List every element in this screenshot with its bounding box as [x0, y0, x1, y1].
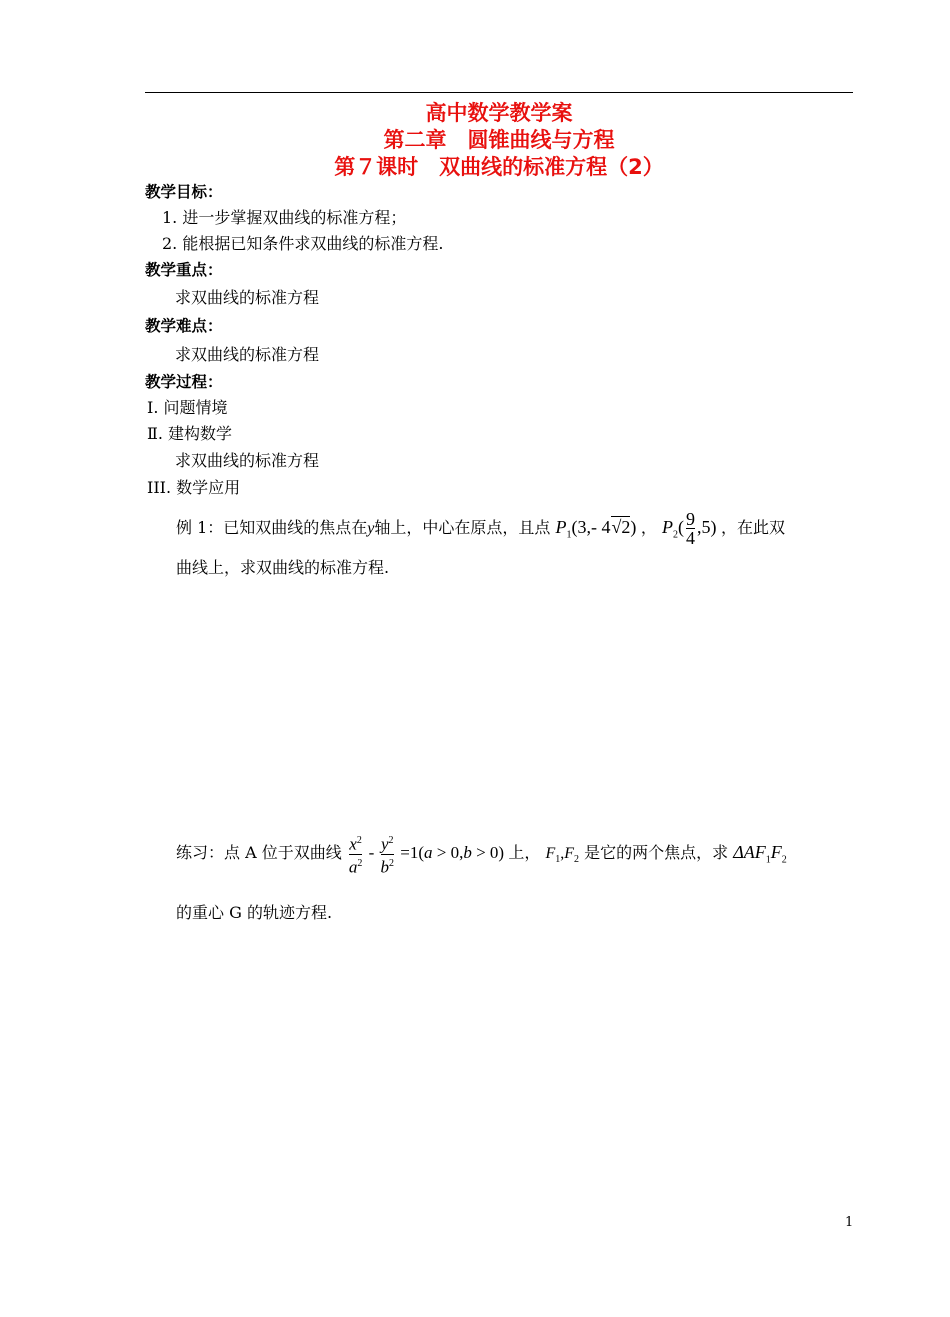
section-1-title: Ⅰ. 问题情境 — [147, 398, 228, 417]
eq-y: y — [380, 834, 389, 854]
section-2-title: Ⅱ. 建构数学 — [147, 424, 233, 443]
eq-x: x — [349, 834, 357, 854]
difficulty-heading: 教学难点： — [145, 317, 223, 335]
f1-letter: F — [545, 845, 556, 863]
cond-b: b — [463, 843, 472, 863]
p2-sub: 2 — [673, 529, 678, 541]
example-1-line-2: 曲线上，求双曲线的标准方程. — [176, 558, 390, 577]
p2-close: ,5) — [697, 517, 717, 537]
p2-numerator: 9 — [686, 509, 695, 530]
keypoint-heading: 教学重点： — [145, 261, 223, 279]
exercise-foci-text: 是它的两个焦点，求 — [584, 843, 729, 863]
x-over-a-fraction — [349, 832, 363, 876]
triangle-symbol: ΔAF — [733, 842, 766, 863]
section-2-text: 求双曲线的标准方程 — [175, 451, 320, 470]
example-1-suffix: ，在此双 — [721, 518, 786, 537]
var-y: y — [367, 520, 375, 537]
p2-letter: P — [662, 517, 673, 537]
foci-f1-f2 — [545, 845, 580, 866]
eq-b: b — [380, 857, 389, 877]
example-1-line-1 — [176, 510, 785, 553]
point-p1 — [555, 517, 641, 541]
section-3-title: III. 数学应用 — [147, 478, 241, 497]
eq-minus: - — [368, 843, 375, 863]
p1-open: (3,- 4 — [571, 517, 611, 537]
p1-sub: 1 — [566, 529, 572, 541]
f2-sub: 2 — [574, 854, 580, 866]
objective-item-2: 2. 能根据已知条件求双曲线的标准方程. — [162, 234, 444, 253]
p2-denominator: 4 — [686, 528, 695, 549]
eq-exp-b: 2 — [389, 857, 394, 869]
triangle-sub2: 2 — [781, 854, 787, 866]
sqrt-symbol: √2 — [611, 517, 631, 537]
cond-a-gt0: > 0, — [432, 843, 464, 863]
eq-exp-y: 2 — [388, 835, 394, 846]
exercise-line-2: 的重心 G 的轨迹方程. — [176, 903, 333, 922]
eq-a: a — [348, 857, 358, 877]
example-1-sep: ， — [640, 518, 657, 537]
title-line-1: 高中数学教学案 — [425, 101, 573, 125]
triangle-sub1: 1 — [765, 854, 771, 866]
eq-exp-a: 2 — [357, 857, 363, 869]
f1-sub: 1 — [555, 854, 561, 866]
eq-rhs: =1( — [400, 843, 424, 863]
process-heading: 教学过程： — [145, 373, 223, 391]
p1-letter: P — [555, 517, 567, 537]
eq-exp-x: 2 — [356, 835, 362, 846]
p1-radicand: 2 — [621, 517, 631, 537]
exercise-prefix: 练习：点 A 位于双曲线 — [176, 843, 342, 863]
hyperbola-equation — [347, 834, 509, 877]
triangle-af1f2 — [733, 842, 787, 866]
objectives-heading: 教学目标： — [145, 183, 223, 201]
f2-letter: F — [564, 845, 575, 863]
cond-b-gt0: > 0) — [471, 843, 505, 863]
keypoint-text: 求双曲线的标准方程 — [175, 288, 320, 307]
difficulty-text: 求双曲线的标准方程 — [175, 345, 320, 364]
p1-close: ) — [630, 517, 637, 537]
cond-a: a — [424, 843, 433, 863]
title-line-2: 第二章 圆锥曲线与方程 — [383, 128, 615, 152]
p2-fraction — [686, 510, 695, 547]
y-over-b-fraction — [381, 832, 395, 876]
title-line-3: 第７课时 双曲线的标准方程（2） — [334, 155, 664, 179]
header-rule — [145, 92, 853, 93]
example-1-prefix: 例 1：已知双曲线的焦点在 — [176, 518, 368, 537]
exercise-on: 上， — [508, 843, 541, 863]
foci-comma: , — [560, 845, 565, 863]
objective-item-1: 1. 进一步掌握双曲线的标准方程； — [162, 208, 407, 227]
point-p2 — [662, 509, 721, 549]
page-number: 1 — [845, 1215, 854, 1230]
p2-open: ( — [678, 517, 684, 537]
example-1-middle: 轴上，中心在原点，且点 — [374, 518, 551, 537]
triangle-f2-letter: F — [770, 842, 782, 863]
exercise-line-1 — [176, 832, 787, 881]
